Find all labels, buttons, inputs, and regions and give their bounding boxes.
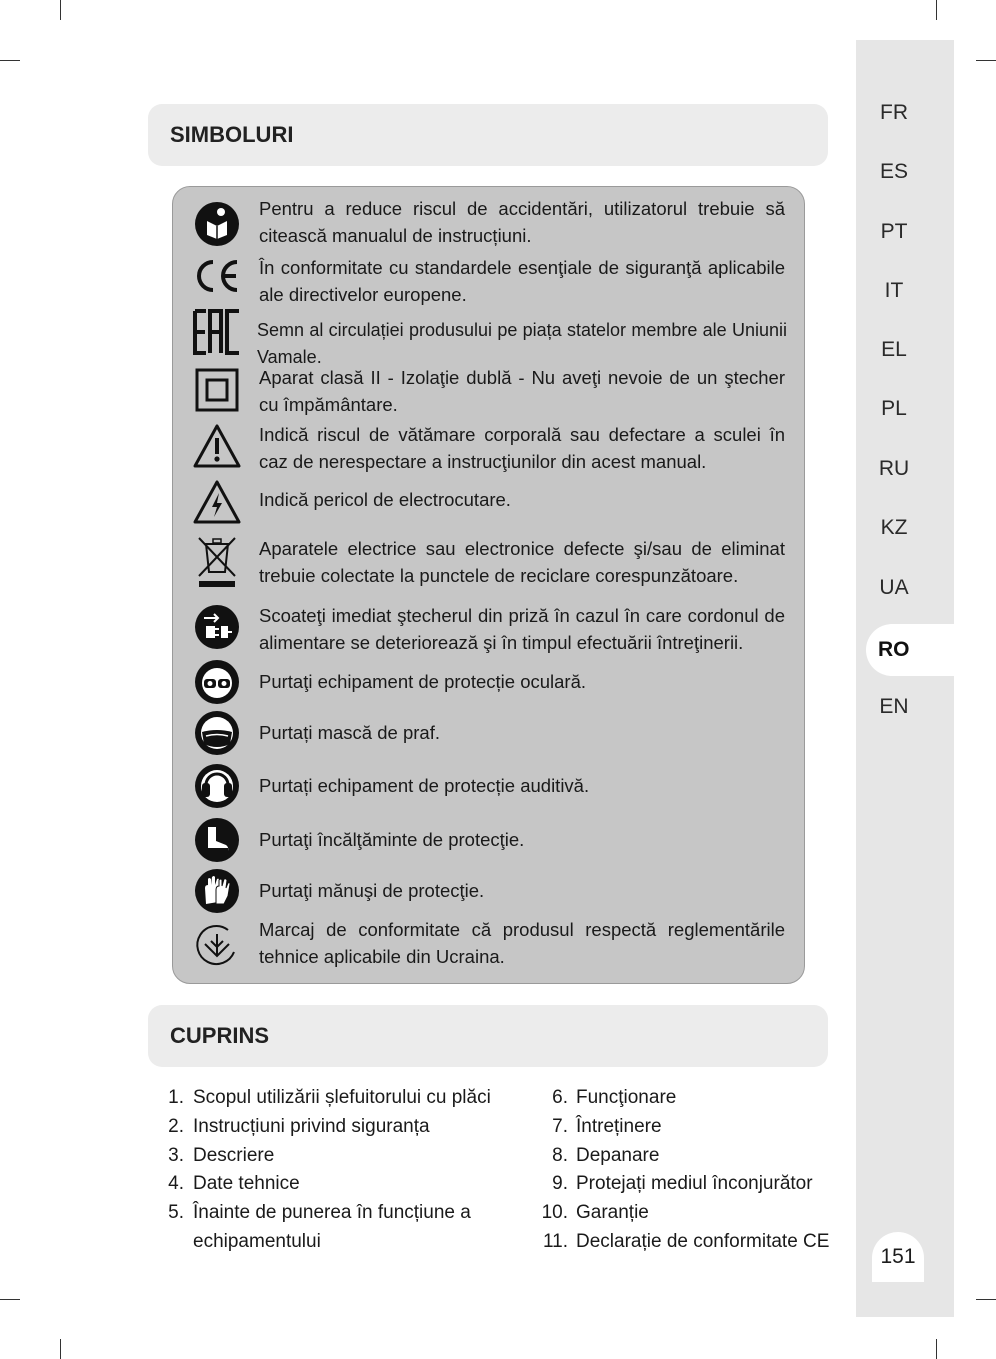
toc-label: Instrucțiuni privind siguranța bbox=[193, 1116, 430, 1137]
toc-label: Garanție bbox=[576, 1202, 649, 1223]
warning-triangle-icon bbox=[192, 421, 242, 471]
toc-label: Întreținere bbox=[576, 1116, 662, 1137]
language-tab-ru[interactable]: RU bbox=[878, 457, 910, 480]
toc-label: Date tehnice bbox=[193, 1173, 300, 1194]
symbol-description: Aparat clasă II - Izolaţie dublă - Nu aveţi nevoie de un ştecher cu împământare. bbox=[259, 367, 785, 415]
symbol-description: Pentru a reduce riscul de accidentări, utilizatorul trebuie să citească manualul de instrucțiuni. bbox=[259, 198, 785, 246]
toc-number: 9. bbox=[552, 1173, 568, 1194]
symbol-description: Purtaţi echipament de protecție oculară. bbox=[259, 671, 587, 692]
symbol-description: Purtaţi încălţăminte de protecţie. bbox=[259, 829, 525, 850]
ce-mark-icon bbox=[192, 251, 242, 301]
symbol-description: Indică riscul de vătămare corporală sau defectare a sculei în caz de nerespectare a instrucţiunilor din acest manual. bbox=[259, 424, 785, 472]
symbol-description: Purtaţi mănuşi de protecţie. bbox=[259, 880, 485, 901]
toc-number: 2. bbox=[168, 1116, 184, 1137]
unplug-icon bbox=[192, 602, 242, 652]
language-tab-ro-active[interactable]: RO bbox=[866, 624, 954, 676]
language-tab-it[interactable]: IT bbox=[884, 279, 904, 302]
crop-mark bbox=[60, 0, 61, 20]
language-tab-kz[interactable]: KZ bbox=[880, 516, 908, 539]
dust-mask-icon bbox=[192, 708, 242, 758]
toc-label: Înainte de punerea în funcțiune a bbox=[193, 1202, 471, 1223]
safety-boots-icon bbox=[192, 815, 242, 865]
ukraine-conformity-mark-icon bbox=[192, 920, 242, 970]
symbol-description: Purtați mască de praf. bbox=[259, 722, 440, 743]
crop-mark bbox=[976, 60, 996, 61]
crop-mark bbox=[936, 1339, 937, 1359]
symbol-description: Semn al circulației produsului pe piața statelor membre ale Uniunii Vamale. bbox=[257, 320, 787, 367]
crop-mark bbox=[976, 1299, 996, 1300]
symbol-description: În conformitate cu standardele esenţiale de siguranţă aplicabile ale directivelor europene. bbox=[259, 257, 785, 305]
toc-number: 7. bbox=[552, 1116, 568, 1137]
read-manual-icon bbox=[192, 199, 242, 249]
protective-gloves-icon bbox=[192, 866, 242, 916]
symbols-section-header: SIMBOLURI bbox=[148, 104, 828, 166]
toc-number: 8. bbox=[552, 1145, 568, 1166]
language-tab-el[interactable]: EL bbox=[881, 338, 907, 361]
crop-mark bbox=[60, 1339, 61, 1359]
crop-mark bbox=[0, 1299, 20, 1300]
weee-crossed-bin-icon bbox=[192, 534, 242, 590]
toc-label-continued: echipamentului bbox=[193, 1231, 321, 1252]
toc-number: 4. bbox=[168, 1173, 184, 1194]
toc-label: Descriere bbox=[193, 1145, 275, 1166]
toc-label: Depanare bbox=[576, 1145, 660, 1166]
symbol-description: Purtați echipament de protecție auditivă. bbox=[259, 775, 590, 796]
toc-number: 1. bbox=[168, 1087, 184, 1108]
symbol-description: Scoateţi imediat ştecherul din priză în cazul în care cordonul de alimentare se deteriorează şi în timpul efectuării întreţinerii. bbox=[259, 605, 785, 653]
eac-mark-icon bbox=[192, 307, 242, 357]
toc-number: 11. bbox=[542, 1231, 568, 1252]
language-tab-pt[interactable]: PT bbox=[880, 220, 908, 243]
ear-protection-icon bbox=[192, 761, 242, 811]
symbol-description: Aparatele electrice sau electronice defecte şi/sau de eliminat trebuie colectate la punctele de reciclare corespunzătoare. bbox=[259, 538, 785, 586]
crop-mark bbox=[0, 60, 20, 61]
class-ii-double-insulation-icon bbox=[192, 365, 242, 415]
toc-number: 10. bbox=[541, 1202, 568, 1223]
contents-section-header: CUPRINS bbox=[148, 1005, 828, 1067]
toc-label: Protejați mediul înconjurător bbox=[576, 1173, 813, 1194]
electric-shock-warning-icon bbox=[192, 477, 242, 527]
symbol-description: Marcaj de conformitate că produsul respectă reglementările tehnice aplicabile din Ucraina. bbox=[259, 919, 785, 967]
language-tab-fr[interactable]: FR bbox=[880, 101, 908, 124]
eye-protection-icon bbox=[192, 657, 242, 707]
toc-label: Declarație de conformitate CE bbox=[576, 1231, 830, 1252]
toc-number: 6. bbox=[552, 1087, 568, 1108]
language-tab-ua[interactable]: UA bbox=[879, 576, 909, 599]
crop-mark bbox=[936, 0, 937, 20]
symbol-description: Indică pericol de electrocutare. bbox=[259, 489, 511, 510]
language-tab-pl[interactable]: PL bbox=[881, 397, 907, 420]
language-tab-en[interactable]: EN bbox=[879, 695, 909, 718]
language-tab-es[interactable]: ES bbox=[879, 160, 908, 183]
toc-label: Scopul utilizării șlefuitorului cu plăci bbox=[193, 1087, 491, 1108]
page-number: 151 bbox=[872, 1232, 924, 1282]
toc-label: Funcţionare bbox=[576, 1087, 677, 1108]
toc-number: 5. bbox=[168, 1202, 184, 1223]
toc-number: 3. bbox=[168, 1145, 184, 1166]
